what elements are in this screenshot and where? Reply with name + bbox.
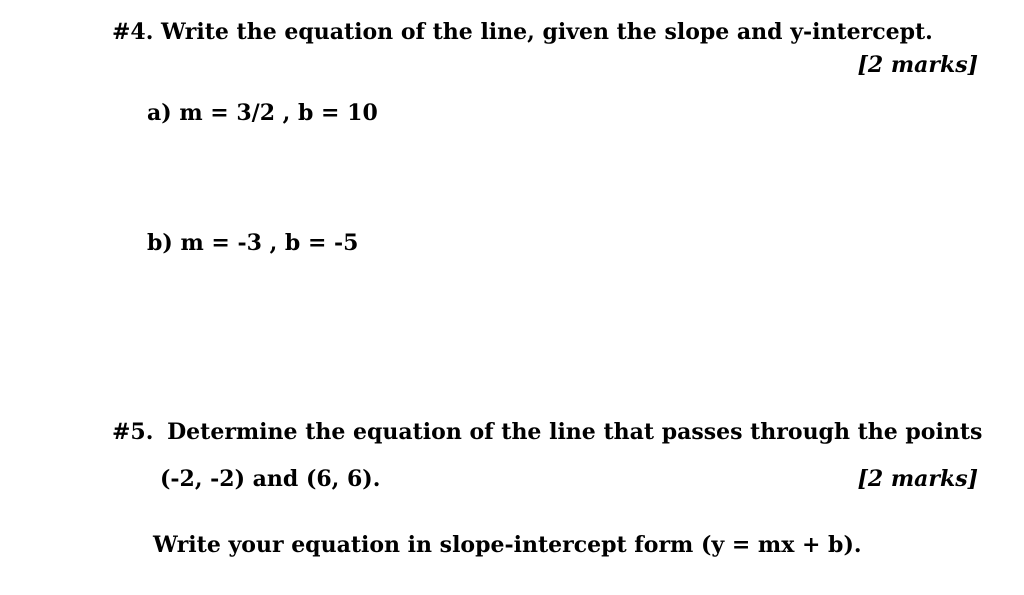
- question-4a-label: a): [147, 100, 172, 126]
- question-4a-text: m = 3/2 , b = 10: [179, 100, 378, 126]
- question-5-points: (-2, -2) and (6, 6).: [160, 466, 381, 492]
- question-4a: [147, 102, 378, 124]
- question-5-number: #5.: [112, 419, 154, 445]
- question-4-heading: #4. Write the equation of the line, given the slope and y-intercept.: [112, 19, 933, 45]
- question-4b: [147, 232, 359, 254]
- question-4b-label: b): [147, 230, 173, 256]
- question-5-instruction: Write your equation in slope-intercept form (y = mx + b).: [153, 532, 862, 558]
- question-5-heading: [112, 421, 982, 443]
- question-5-text: Determine the equation of the line that passes through the points: [167, 419, 983, 445]
- question-4-marks: [2 marks]: [857, 52, 978, 78]
- question-4b-text: m = -3 , b = -5: [180, 230, 359, 256]
- question-5-marks: [2 marks]: [857, 466, 978, 492]
